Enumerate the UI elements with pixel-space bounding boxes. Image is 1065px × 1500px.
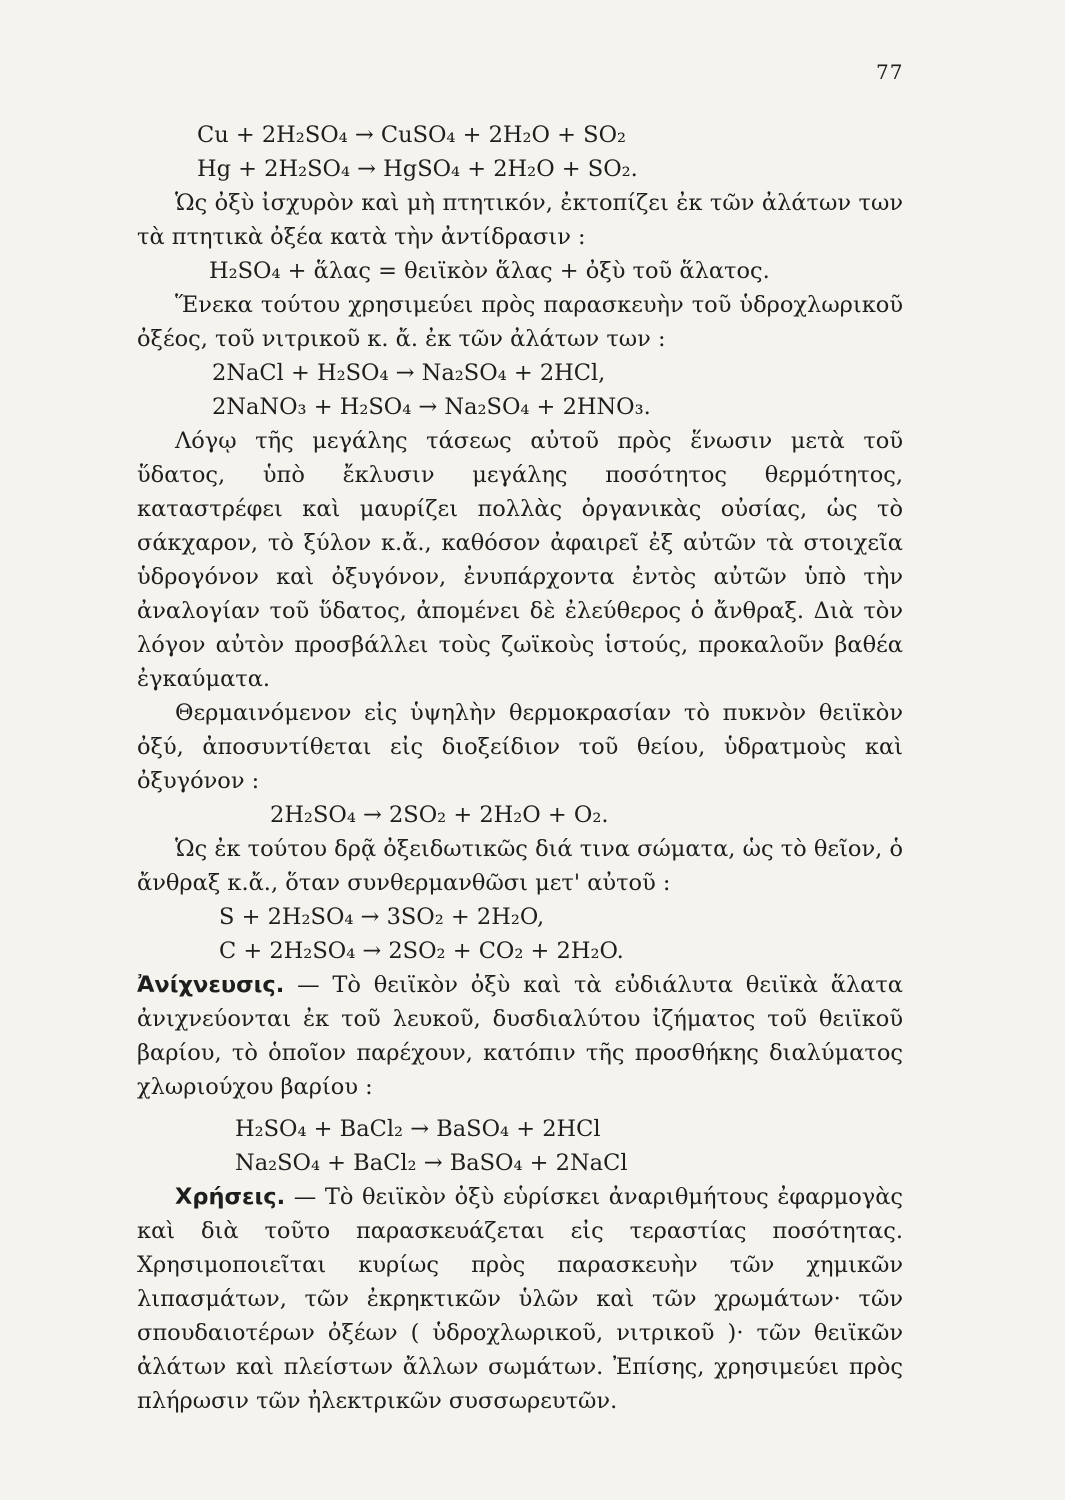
equation-nacl: 2NaCl + H₂SO₄ → Na₂SO₄ + 2HCl, [212,360,606,386]
detection-text: — Τὸ θειϊκὸν ὀξὺ καὶ τὰ εὐδιάλυτα θειϊκὰ ἅλατα ἀνιχνεύονται ἐκ τοῦ λευκοῦ, δυσδιαλύτου ἰζήματος τοῦ θειϊκοῦ βαρίου, τὸ ὁποῖον παρέχουν, κατόπιν τῆς προσθήκης διαλύματος χλωριούχου βαρίου : [137,972,903,1100]
paragraph-dehydration: Λόγῳ τῆς μεγάλης τάσεως αὐτοῦ πρὸς ἕνωσιν μετὰ τοῦ ὕδατος, ὑπὸ ἔκλυσιν μεγάλης ποσότητος θερμότητος, καταστρέφει καὶ μαυρίζει πολλὰς ὀργανικὰς οὐσίας, ὡς τὸ σάκχαρον, τὸ ξύλον κ.ἄ., καθόσον ἀφαιρεῖ ἐξ αὐτῶν τὰ στοιχεῖα ὑδρογόνον καὶ ὀξυγόνον, ἐνυπάρχοντα ἐντὸς αὐτῶν ὑπὸ τὴν ἀναλογίαν τοῦ ὕδατος, ἀπομένει δὲ ἐλεύθερος ὁ ἄνθραξ. Διὰ τὸν λόγον αὐτὸν προσβάλλει τοὺς ζωϊκοὺς ἱστούς, προκαλοῦν βαθέα ἐγκαύματα. [137,428,903,692]
paragraph-heating: Θερμαινόμενον εἰς ὑψηλὴν θερμοκρασίαν τὸ πυκνὸν θειϊκὸν ὀξύ, ἀποσυντίθεται εἰς διοξείδιον τοῦ θείου, ὑδρατμοὺς καὶ ὀξυγόνον : [137,700,903,794]
page-number: 77 [876,60,904,84]
equation-barium-2: Na₂SO₄ + BaCl₂ → BaSO₄ + 2NaCl [235,1150,628,1176]
paragraph-preparation: Ἕνεκα τούτου χρησιμεύει πρὸς παρασκευὴν τοῦ ὑδροχλωρικοῦ ὀξέος, τοῦ νιτρικοῦ κ. ἄ. ἐκ τῶν ἀλάτων των : [137,292,903,352]
equation-carbon: C + 2H₂SO₄ → 2SO₂ + CO₂ + 2H₂O. [219,938,624,964]
page-body [137,118,903,1418]
paragraph-detection [137,968,903,1104]
equation-salt: H₂SO₄ + ἅλας = θειϊκὸν ἅλας + ὀξὺ τοῦ ἅλατος. [209,258,770,284]
uses-text: — Τὸ θειϊκὸν ὀξὺ εὑρίσκει ἀναριθμήτους ἐφαρμογὰς καὶ διὰ τοῦτο παρασκευάζεται εἰς τεραστίας ποσότητας. Χρησιμοποιεῖται κυρίως πρὸς παρασκευὴν τῶν χημικῶν λιπασμάτων, τῶν ἐκρηκτικῶν ὑλῶν καὶ τῶν χρωμάτων· τῶν σπουδαιοτέρων ὀξέων ( ὑδροχλωρικοῦ, νιτρικοῦ )· τῶν θειϊκῶν ἀλάτων καὶ πλείστων ἄλλων σωμάτων. Ἐπίσης, χρησιμεύει πρὸς πλήρωσιν τῶν ἠλεκτρικῶν συσσωρευτῶν. [137,1184,903,1414]
equation-decomposition: 2H₂SO₄ → 2SO₂ + 2H₂O + O₂. [270,802,609,828]
equation-sulfur: S + 2H₂SO₄ → 3SO₂ + 2H₂O, [219,904,545,930]
paragraph-uses [137,1180,903,1418]
equation-barium-1: H₂SO₄ + BaCl₂ → BaSO₄ + 2HCl [235,1116,601,1142]
detection-heading: Ἀνίχνευσις. [137,972,285,998]
paragraph-oxidizing: Ὡς ἐκ τούτου δρᾷ ὀξειδωτικῶς διά τινα σώματα, ὡς τὸ θεῖον, ὁ ἄνθραξ κ.ἄ., ὅταν συνθερμανθῶσι μετ' αὐτοῦ : [137,836,903,896]
equation-mercury: Hg + 2H₂SO₄ → HgSO₄ + 2H₂O + SO₂. [197,156,638,182]
uses-heading: Χρήσεις. [175,1184,286,1210]
paragraph-strong-acid: Ὡς ὀξὺ ἰσχυρὸν καὶ μὴ πτητικόν, ἐκτοπίζει ἐκ τῶν ἀλάτων των τὰ πτητικὰ ὀξέα κατὰ τὴν ἀντίδρασιν : [137,190,903,250]
equation-nano3: 2NaNO₃ + H₂SO₄ → Na₂SO₄ + 2HNO₃. [212,394,651,420]
equation-copper: Cu + 2H₂SO₄ → CuSO₄ + 2H₂O + SO₂ [197,122,627,148]
